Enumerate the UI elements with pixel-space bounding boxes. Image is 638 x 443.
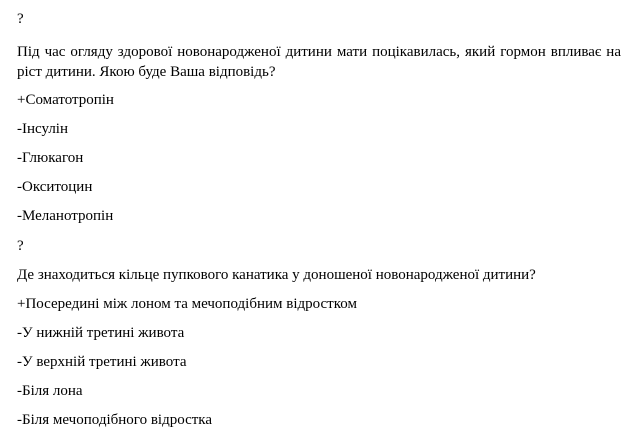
question-marker: ? — [17, 11, 24, 27]
answer-option: -Біля мечоподібного відростка — [17, 412, 212, 428]
answer-option: -Біля лона — [17, 383, 83, 399]
answer-option-correct: +Посередині між лоном та мечоподібним відростком — [17, 296, 357, 312]
answer-option: -У верхній третині живота — [17, 354, 187, 370]
question-marker: ? — [17, 238, 24, 254]
question-text: Де знаходиться кільце пупкового канатика у доношеної новонародженої дитини? — [17, 267, 536, 283]
answer-option: -Меланотропін — [17, 208, 114, 224]
answer-option: -У нижній третині живота — [17, 325, 185, 341]
answer-option: -Окситоцин — [17, 179, 93, 195]
answer-option-correct: +Соматотропін — [17, 92, 114, 108]
answer-option: -Інсулін — [17, 121, 68, 137]
question-text: Під час огляду здорової новонародженої дитини мати поцікавилась, який гормон впливає на ріст дитини. Якою буде Ваша відповідь? — [17, 44, 621, 80]
answer-option: -Глюкагон — [17, 150, 84, 166]
